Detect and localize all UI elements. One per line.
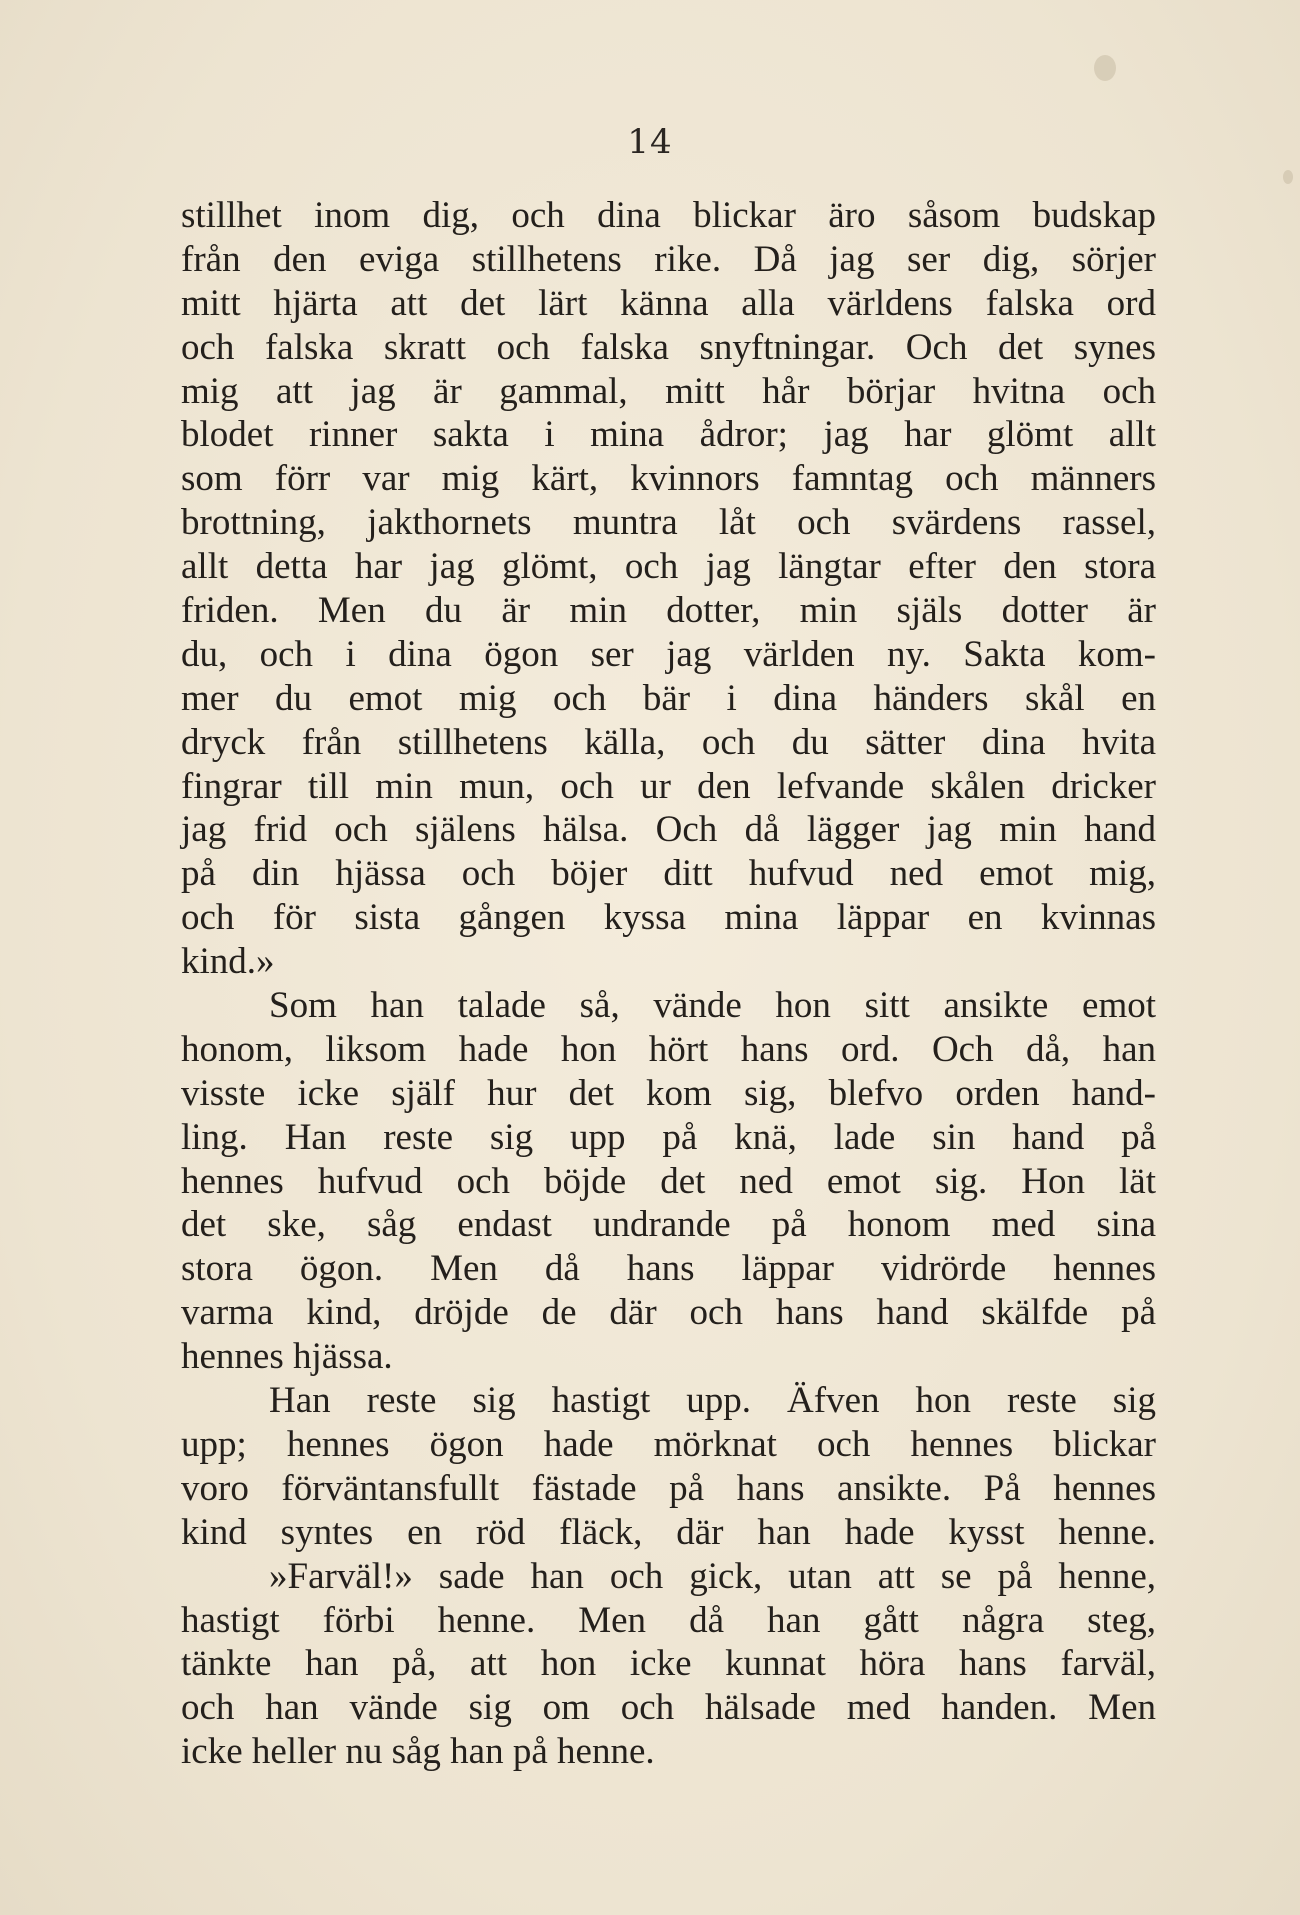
text-line: kind.» (181, 941, 275, 983)
text-line: blodet rinner sakta i mina ådror; jag har glömt allt (181, 414, 1156, 456)
text-line: icke heller nu såg han på henne. (181, 1731, 655, 1773)
text-line: upp; hennes ögon hade mörknat och hennes blickar (181, 1423, 1156, 1465)
text-line: friden. Men du är min dotter, min själs dotter är (181, 590, 1156, 632)
text-line: allt detta har jag glömt, och jag längtar efter den stora (181, 546, 1156, 588)
text-line: visste icke själf hur det kom sig, blefvo orden hand- (181, 1072, 1156, 1114)
paper-stain (1283, 170, 1293, 184)
text-line: honom, liksom hade hon hört hans ord. Och då, han (181, 1028, 1156, 1070)
text-line: jag frid och själens hälsa. Och då lägger jag min hand (181, 809, 1156, 851)
text-line: »Farväl!» sade han och gick, utan att se på henne, (269, 1555, 1156, 1597)
text-line: på din hjässa och böjer ditt hufvud ned emot mig, (181, 853, 1156, 895)
text-line: som förr var mig kärt, kvinnors famntag och männers (181, 458, 1156, 500)
text-line: hennes hjässa. (181, 1336, 393, 1378)
text-line: stora ögon. Men då hans läppar vidrörde hennes (181, 1248, 1156, 1290)
text-line: dryck från stillhetens källa, och du sätter dina hvita (181, 721, 1156, 763)
text-line: Som han talade så, vände hon sitt ansikte emot (269, 985, 1156, 1027)
text-line: brottning, jakthornets muntra låt och svärdens rassel, (181, 502, 1156, 544)
text-line: och han vände sig om och hälsade med handen. Men (181, 1687, 1156, 1729)
page-number: 14 (627, 122, 673, 162)
text-line: hastigt förbi henne. Men då han gått några steg, (181, 1599, 1156, 1641)
text-line: och falska skratt och falska snyftningar. Och det synes (181, 326, 1156, 368)
text-line: hennes hufvud och böjde det ned emot sig. Hon lät (181, 1160, 1156, 1202)
text-line: mig att jag är gammal, mitt hår börjar hvitna och (181, 370, 1156, 412)
text-line: och för sista gången kyssa mina läppar en kvinnas (181, 897, 1156, 939)
body-text (181, 194, 1156, 1774)
paper-stain (1094, 55, 1116, 81)
text-line: voro förväntansfullt fästade på hans ansikte. På hennes (181, 1467, 1156, 1509)
text-line: mitt hjärta att det lärt känna alla världens falska ord (181, 282, 1156, 324)
text-line: kind syntes en röd fläck, där han hade kysst henne. (181, 1511, 1156, 1553)
text-line: Han reste sig hastigt upp. Äfven hon reste sig (269, 1380, 1156, 1422)
text-line: stillhet inom dig, och dina blickar äro såsom budskap (181, 195, 1156, 236)
text-line: det ske, såg endast undrande på honom med sina (181, 1204, 1156, 1246)
text-line: du, och i dina ögon ser jag världen ny. Sakta kom- (181, 633, 1156, 675)
text-line: mer du emot mig och bär i dina händers skål en (181, 677, 1156, 719)
text-line: från den eviga stillhetens rike. Då jag ser dig, sörjer (181, 238, 1156, 280)
text-line: varma kind, dröjde de där och hans hand skälfde på (181, 1292, 1156, 1334)
text-line: ling. Han reste sig upp på knä, lade sin hand på (181, 1116, 1156, 1158)
text-line: tänkte han på, att hon icke kunnat höra hans farväl, (181, 1643, 1156, 1685)
text-line: fingrar till min mun, och ur den lefvande skålen dricker (181, 765, 1156, 807)
